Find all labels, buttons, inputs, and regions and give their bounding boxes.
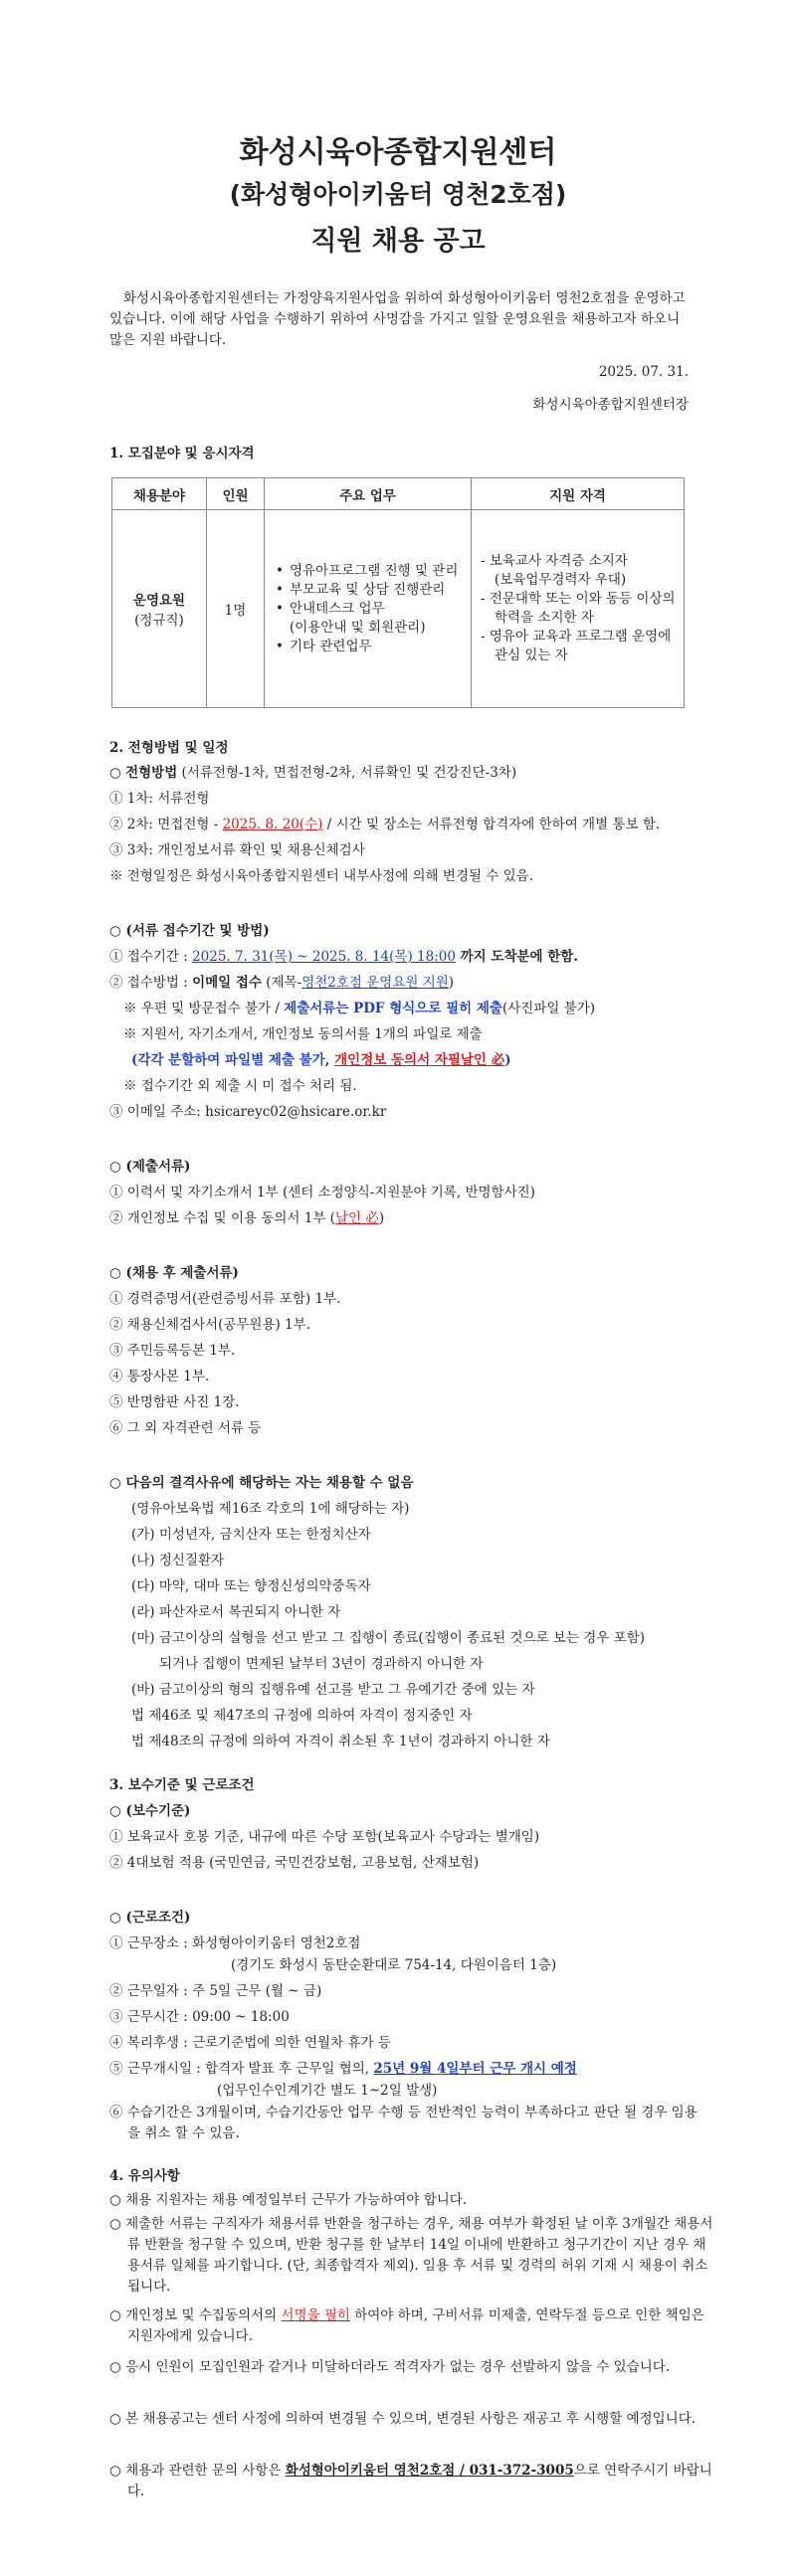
disqualification-item: (마) 금고이상의 실형을 선고 받고 그 집행이 종료(집행이 종료된 것으로 보는 경우 포함) — [131, 1630, 645, 1646]
pay-item: ② 4대보험 적용 (국민연금, 국민건강보험, 고용보험, 산재보험) — [109, 1855, 480, 1871]
qual-line: 학력을 소지한 자 — [495, 610, 594, 626]
application-period-head: ○ (서류 접수기간 및 방법) — [109, 923, 270, 939]
disqualification-item: 법 제48조의 규정에 의하여 자격이 취소된 후 1년이 경과하지 아니한 자 — [131, 1734, 550, 1749]
work-location: ① 근무장소 : 화성형아이키움터 영천2호점 — [109, 1935, 361, 1951]
contact-info: ○ 채용과 관련한 문의 사항은 화성형아이키움터 영천2호점 / 031-372-3005으로 연락주시기 바랍니다. — [109, 2463, 712, 2499]
selection-method: ○ 전형방법 (서류전형-1차, 면접전형-2차, 서류확인 및 건강진단-3차) — [109, 765, 517, 781]
interview-date: 2025. 8. 20(수) — [222, 817, 323, 832]
disqualification-item: (가) 미성년자, 금치산자 또는 한정치산자 — [131, 1527, 371, 1543]
count-cell: 1명 — [207, 510, 265, 708]
duties-cell — [265, 510, 472, 708]
handover-note: (업무인수인계기간 별도 1~2일 발생) — [217, 2083, 438, 2099]
start-date-highlight: 25년 9월 4일부터 근무 개시 예정 — [373, 2061, 577, 2077]
section-2-title: 2. 전형방법 및 일정 — [109, 740, 229, 756]
work-conditions-head: ○ (근로조건) — [109, 1910, 191, 1926]
table-header: 주요 업무 — [265, 478, 472, 510]
qual-line: 관심 있는 자 — [495, 647, 568, 663]
recruitment-table — [111, 477, 685, 708]
issuer-signature: 화성시육아종합지원센터장 — [532, 397, 689, 413]
submission-note-3: (각각 분할하여 파일별 제출 불가, 개인정보 동의서 자필날인 必) — [131, 1052, 511, 1068]
start-date: ⑤ 근무개시일 : 합격자 발표 후 근무일 협의, 25년 9월 4일부터 근무 개시 예정 — [109, 2061, 577, 2077]
post-hire-doc: ② 채용신체검사서(공무원용) 1부. — [109, 1317, 310, 1333]
qual-line: - 전문대학 또는 이와 동등 이상의 — [481, 591, 676, 607]
field-name: 운영요원 — [132, 593, 186, 609]
duty-item: • 안내데스크 업무 — [290, 600, 470, 619]
table-header-row — [112, 478, 685, 510]
required-doc-1: ① 이력서 및 자기소개서 1부 (센터 소정양식-지원분야 기록, 반명함사진) — [109, 1185, 535, 1200]
duty-item: • 부모교육 및 상담 진행관리 — [290, 581, 470, 600]
email-address: ③ 이메일 주소: hsicareyc02@hsicare.or.kr — [109, 1104, 387, 1120]
duty-item: • 영유아프로그램 진행 및 관리 — [290, 562, 470, 581]
duty-item-note: (이용안내 및 회원관리) — [290, 619, 426, 636]
notice-item: ○ 채용 지원자는 채용 예정일부터 근무가 가능하여야 합니다. — [109, 2192, 468, 2208]
duty-item: • 기타 관련업무 — [290, 638, 470, 656]
contact-number: 화성형아이키움터 영천2호점 / 031-372-3005 — [285, 2463, 574, 2479]
application-period: ① 접수기간 : 2025. 7. 31(목) ~ 2025. 8. 14(목) 18:00 까지 도착분에 한함. — [109, 949, 579, 965]
post-hire-doc: ③ 주민등록등본 1부. — [109, 1343, 236, 1359]
field-cell — [112, 510, 207, 708]
submission-note-4: ※ 접수기간 외 제출 시 미 접수 처리 됨. — [123, 1078, 357, 1094]
submission-note-2: ※ 지원서, 자기소개서, 개인정보 동의서를 1개의 파일로 제출 — [123, 1026, 483, 1042]
disqualification-item: (다) 마약, 대마 또는 향정신성의약중독자 — [131, 1578, 371, 1594]
notice-item: ○ 개인정보 및 수집동의서의 서명을 필히 하여야 하며, 구비서류 미제출, 연락두절 등으로 인한 책임은 지원자에게 있습니다. — [109, 2307, 704, 2344]
table-header: 지원 자격 — [472, 478, 685, 510]
notice-title: 직원 채용 공고 — [310, 226, 486, 257]
notice-item: ○ 응시 인원이 모집인원과 같거나 미달하더라도 적격자가 없는 경우 선발하지 않을 수 있습니다. — [109, 2359, 671, 2375]
qual-line: - 보육교사 자격증 소지자 — [481, 553, 628, 569]
submission-note-1: ※ 우편 및 방문접수 불가 / 제출서류는 PDF 형식으로 필히 제출(사진파일 불가) — [123, 1001, 596, 1016]
disqualification-item: 법 제46조 및 제47조의 규정에 의하여 자격이 정지중인 자 — [131, 1708, 473, 1724]
work-days: ② 근무일자 : 주 5일 근무 (월 ~ 금) — [109, 1983, 322, 1999]
step-1: ① 1차: 서류전형 — [109, 791, 210, 807]
field-type: (정규직) — [134, 613, 184, 629]
post-hire-doc: ⑥ 그 외 자격관련 서류 등 — [109, 1420, 262, 1436]
work-address: (경기도 화성시 동탄순환대로 754-14, 다원이음터 1층) — [231, 1957, 557, 1973]
disqualification-item: (바) 금고이상의 형의 집행유예 선고를 받고 그 유예기간 중에 있는 자 — [131, 1682, 535, 1698]
notice-item: ○ 제출한 서류는 구직자가 채용서류 반환을 청구하는 경우, 채용 여부가 확정된 날 이후 3개월간 채용서류 반환을 청구할 수 있으며, 반환 청구를 한 날부터 14일 이내에 반환하고 청구기간이 지난 경우 채용서류 일체를 파기합니다. (단, 최종합격자 제외). 임용 후 서류 및 경력의 허위 기재 시 채용이 취소됩니다. — [109, 2216, 713, 2295]
table-header: 인원 — [207, 478, 265, 510]
application-method: ② 접수방법 : 이메일 접수 (제목-영천2호점 운영요원 지원) — [109, 975, 455, 991]
disqualification-item: (라) 파산자로서 복권되지 아니한 자 — [131, 1604, 341, 1620]
schedule-note: ※ 전형일정은 화성시육아종합지원센터 내부사정에 의해 변경될 수 있음. — [109, 868, 534, 884]
post-hire-doc: ⑤ 반명함판 사진 1장. — [109, 1394, 240, 1410]
circle-bullet: ○ — [109, 765, 121, 781]
org-title: 화성시육아종합지원센터 — [239, 135, 557, 170]
step-3: ③ 3차: 개인정보서류 확인 및 채용신체검사 — [109, 842, 365, 858]
required-doc-2: ② 개인정보 수집 및 이용 동의서 1부 (날인 必) — [109, 1210, 385, 1226]
probation-note: ⑥ 수습기간은 3개월이며, 수습기간동안 업무 수행 등 전반적인 능력이 부족하다고 판단 될 경우 임용을 취소 할 수 있음. — [109, 2105, 697, 2141]
section-1-title: 1. 모집분야 및 응시자격 — [109, 446, 255, 461]
table-row — [112, 510, 685, 708]
pay-item: ① 보육교사 호봉 기준, 내규에 따른 수당 포함(보육교사 수당과는 별개임) — [109, 1829, 540, 1845]
pay-head: ○ (보수기준) — [109, 1803, 191, 1819]
application-dates: 2025. 7. 31(목) ~ 2025. 8. 14(목) 18:00 — [192, 949, 456, 965]
notice-date: 2025. 07. 31. — [598, 364, 689, 380]
section-3-title: 3. 보수기준 및 근로조건 — [109, 1777, 255, 1793]
disqualification-item: 되거나 집행이 면제된 날부터 3년이 경과하지 아니한 자 — [159, 1656, 484, 1672]
disqualification-head: ○ 다음의 결격사유에 해당하는 자는 채용할 수 없음 — [109, 1475, 414, 1491]
step-2: ② 2차: 면접전형 - 2025. 8. 20(수) / 시간 및 장소는 서류전형 합격자에 한하여 개별 통보 함. — [109, 817, 661, 832]
notice-item: ○ 본 채용공고는 센터 사정에 의하여 변경될 수 있으며, 변경된 사항은 재공고 후 시행할 예정입니다. — [109, 2411, 696, 2427]
work-hours: ③ 근무시간 : 09:00 ~ 18:00 — [109, 2009, 290, 2025]
disqualification-item: (영유아보육법 제16조 각호의 1에 해당하는 자) — [131, 1501, 410, 1517]
disqualification-item: (나) 정신질환자 — [131, 1553, 225, 1568]
qualifications-cell — [472, 510, 685, 708]
post-hire-doc: ① 경력증명서(관련증빙서류 포함) 1부. — [109, 1291, 341, 1307]
section-4-title: 4. 유의사항 — [109, 2168, 180, 2184]
email-subject: 영천2호점 운영요원 지원 — [301, 975, 449, 991]
required-documents-head: ○ (제출서류) — [109, 1159, 191, 1175]
post-hire-documents-head: ○ (채용 후 제출서류) — [109, 1265, 239, 1281]
intro-paragraph: 화성시육아종합지원센터는 가정양육지원사업을 위하여 화성형아이키움터 영천2호점을 운영하고 있습니다. 이에 해당 사업을 수행하기 위하여 사명감을 가지고 일할 운영요원을 채용하고자 하오니 많은 지원 바랍니다. — [109, 290, 686, 348]
qual-line: (보육업무경력자 우대) — [495, 572, 627, 588]
table-header: 채용분야 — [112, 478, 207, 510]
qual-line: - 영유아 교육과 프로그램 운영에 — [481, 629, 672, 644]
post-hire-doc: ④ 통장사본 1부. — [109, 1369, 210, 1384]
branch-subtitle: (화성형아이키움터 영천2호점) — [229, 180, 567, 209]
benefits: ④ 복리후생 : 근로기준법에 의한 연월차 휴가 등 — [109, 2035, 391, 2051]
